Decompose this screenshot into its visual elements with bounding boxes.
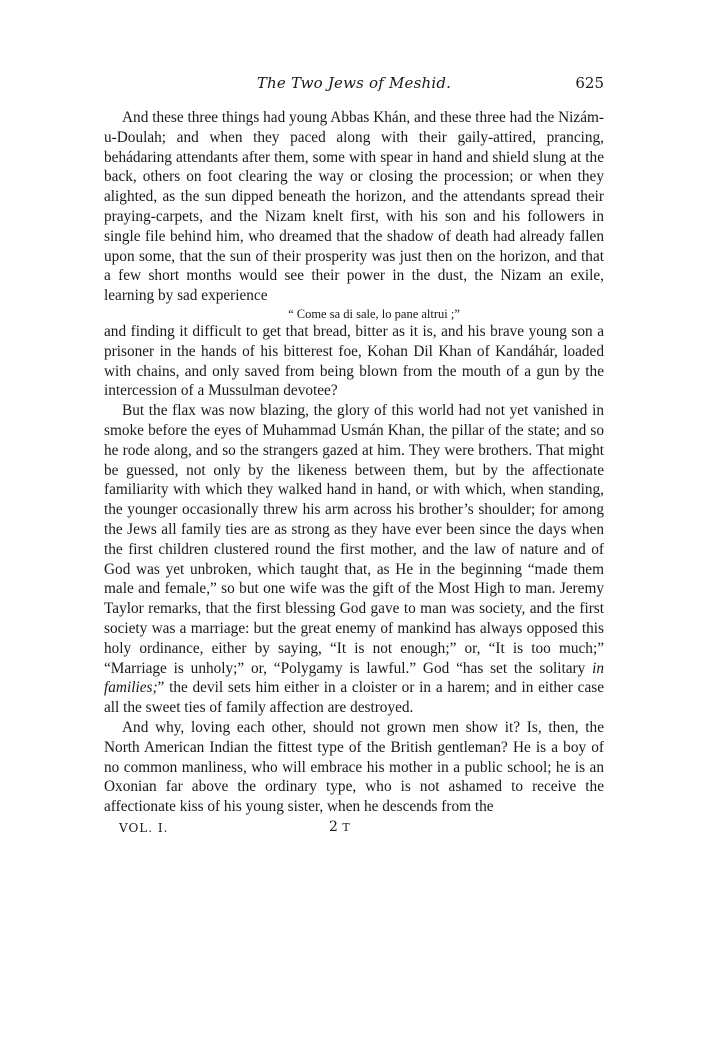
italian-quotation: “ Come sa di sale, lo pane altrui ;”	[288, 306, 460, 321]
page-number: 625	[575, 74, 604, 92]
running-title: The Two Jews of Meshid.	[256, 74, 452, 92]
signature-letter: T	[342, 820, 350, 834]
paragraph-3: And why, loving each other, should not grown men show it? Is, then, the North American Indian the fittest type of the British gentleman? He is a boy of no common manliness, who will embrace his mother in a public school; he is an Oxonian far above the ordinary type, who is not ashamed to receive the affectionate kiss of his young sister, when he descends from the	[104, 718, 604, 816]
paragraph-2-text: But the flax was now blazing, the glory of this world had not yet vanished in smoke before the eyes of Muhammad Usmán Khan, the pillar of the state; and so he rode along, and so the strangers gazed at him. They were brothers. That might be guessed, not only by the likeness between them, but by the affectionate familiarity with which they walked hand in hand, or with which, when standing, the younger occasionally threw his arm across his brother’s shoulder; for among the Jews all family ties are as strong as they have ever been since the days when the first children clustered round the first mother, and the law of nature and of God was yet unbroken, which taught that, as He in the beginning “made them male and female,” so but one wife was the gift of the Most High to man. Jeremy Taylor remarks, that the first blessing God gave to man was society, and the first society was a marriage: but the great enemy of mankind has always opposed this holy ordinance, either by saying, “It is not enough;” or, “It is too much;” “Marriage is unholy;” or, “Polygamy is lawful.” God “has set the solitary	[104, 402, 604, 677]
page-footer	[104, 819, 604, 839]
paragraph-1: And these three things had young Abbas Khán, and these three had the Nizám-u-Doulah; and when they paced along with their gaily-attired, prancing, behádaring attendants after them, some with spear in hand and shield slung at the back, others on foot clearing the way or closing the procession; or when they alighted, as the sun dipped beneath the horizon, and the attendants spread their praying-carpets, and the Nizam knelt first, with his son and his followers in single file behind him, who dreamed that the shadow of death had already fallen upon some, that the sun of their prosperity was just then on the horizon, and that a few short months would see their power in the dust, the Nizam an exile, learning by sad experience	[104, 109, 604, 305]
signature-mark	[329, 819, 350, 835]
paragraph-2-text-end: ” the devil sets him either in a cloister or in a harem; and in either case all the sweet ties of family affection are destroyed.	[104, 679, 604, 717]
volume-label: VOL. I.	[119, 820, 169, 835]
body-text	[104, 108, 604, 817]
signature-number: 2	[329, 818, 338, 835]
book-page	[104, 74, 604, 839]
paragraph-2-italic: in families;	[104, 659, 604, 697]
paragraph-2	[104, 401, 604, 718]
running-head	[104, 74, 604, 100]
paragraph-1-continued: and finding it difficult to get that bread, bitter as it is, and his brave young son a prisoner in the hands of his bitterest foe, Kohan Dil Khan of Kandáhár, loaded with chains, and only saved from being blown from the mouth of a gun by the intercession of a Mussulman devotee?	[104, 322, 604, 400]
